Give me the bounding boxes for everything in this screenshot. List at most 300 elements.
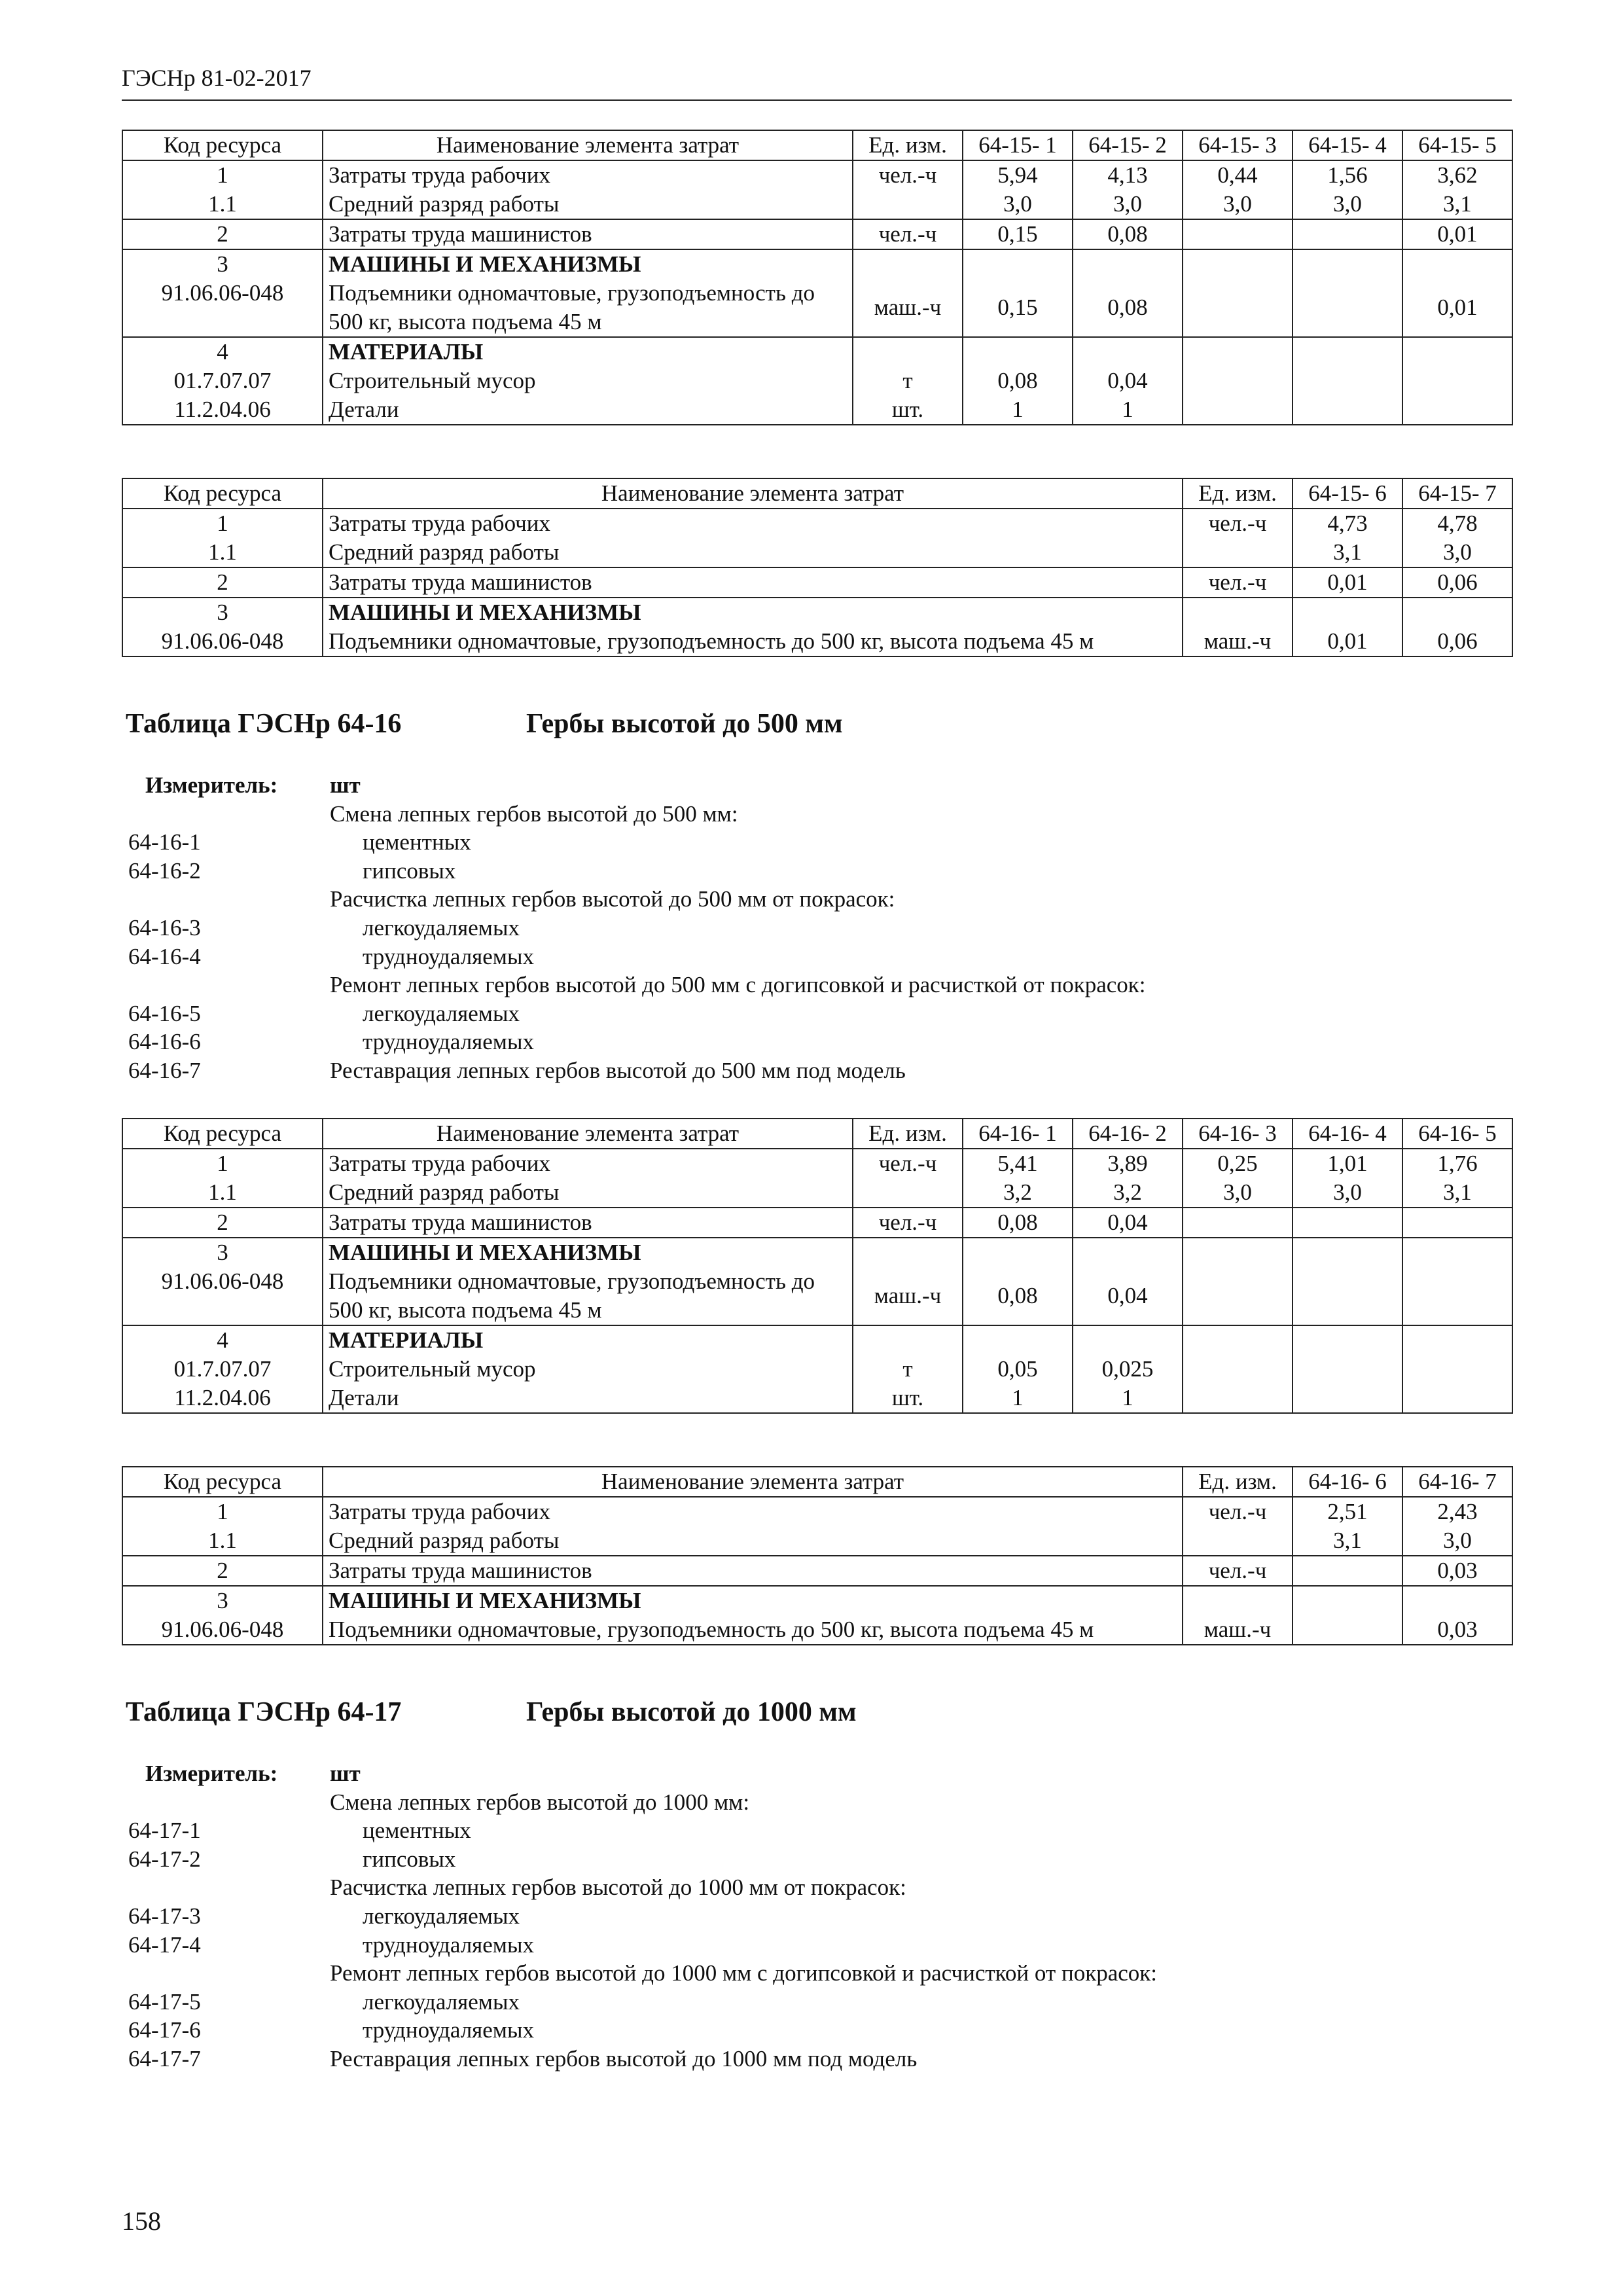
norm-value [1408,1208,1507,1237]
value-cell [1293,160,1402,219]
resource-code: 91.06.06-048 [161,1268,284,1294]
value-cell [1183,1208,1293,1238]
cost-element-name-cell [323,567,1183,598]
unit-of-measure [859,1326,957,1355]
work-item-text: трудноудаляемых [363,1029,534,1055]
work-item-row [126,1845,1500,1874]
work-item-row [126,1816,1500,1845]
work-item-code: 64-17-1 [128,1818,201,1844]
norm-value [1079,338,1177,367]
norm-value: 0,01 [1437,295,1478,320]
work-item-code: 64-16-1 [128,829,201,855]
cost-element-name: Затраты труда рабочих [329,162,550,188]
norm-value [1298,1384,1397,1412]
column-header: 64-15- 2 [1073,130,1183,160]
resource-code: 2 [217,1210,228,1235]
resource-code: 1.1 [208,1179,237,1205]
unit-cell [853,1149,963,1208]
norm-value: 0,15 [997,295,1038,320]
value-cell [1402,509,1512,567]
work-item-text: легкоудаляемых [363,1988,520,2015]
work-item-row [126,1056,1500,1085]
value-cell [1293,1586,1402,1645]
norm-value: 3,1 [1443,191,1472,217]
value-cell [1293,337,1402,425]
norm-value [1188,367,1287,395]
resource-table-64-15-part1 [122,130,1513,425]
unit-cell [1183,567,1293,598]
cost-element-name: МАТЕРИАЛЫ [329,1327,484,1353]
column-header: 64-16- 7 [1402,1467,1512,1497]
column-header: 64-16- 5 [1402,1119,1512,1149]
norm-value: 4,73 [1327,511,1368,536]
cost-element-name: Детали [329,397,399,422]
norm-value: 0,03 [1437,1617,1478,1642]
norm-value: 2,51 [1327,1499,1368,1524]
cost-element-name: Средний разряд работы [329,1179,560,1205]
unit-of-measure: чел.-ч [1208,1558,1267,1583]
work-item-code: 64-17-4 [128,1931,201,1958]
norm-value: 3,0 [1333,1179,1362,1205]
norm-value: 0,025 [1101,1356,1154,1382]
work-item-text: гипсовых [363,1846,456,1872]
resource-code-cell [122,598,323,656]
cost-element-name-cell [323,249,853,337]
meter-block-64-17 [126,1759,1500,2073]
value-cell [1402,1586,1512,1645]
value-cell [1402,337,1512,425]
resource-code: 1.1 [208,539,237,565]
value-cell [1073,337,1183,425]
norm-value [1188,1282,1287,1310]
resource-code-cell [122,337,323,425]
norm-value: 3,1 [1333,539,1362,565]
column-header: Ед. изм. [853,1119,963,1149]
cost-element-name: Затраты труда машинистов [329,1558,592,1583]
norm-value: 0,15 [997,221,1038,247]
norm-value [1298,220,1397,249]
norm-value [1298,367,1397,395]
value-cell [1183,1325,1293,1413]
work-item-row [126,885,1500,914]
table-title-64-16 [126,708,843,740]
norm-value: 3,2 [1003,1179,1032,1205]
norm-value: 0,01 [1327,628,1368,654]
work-item-text: гипсовых [363,857,456,884]
norm-value [1298,1282,1397,1310]
value-cell [1073,249,1183,337]
work-item-text: Ремонт лепных гербов высотой до 500 мм с догипсовкой и расчисткой от покрасок: [330,972,1146,998]
value-cell [1293,598,1402,656]
table-row [122,509,1512,567]
unit-cell [1183,509,1293,567]
cost-element-name: Подъемники одномачтовые, грузоподъемность до 500 кг, высота подъема 45 м [329,1268,815,1323]
column-header: 64-16- 2 [1073,1119,1183,1149]
unit-of-measure: чел.-ч [878,1151,937,1176]
norm-value [1298,1326,1397,1355]
norm-value: 3,0 [1443,1528,1472,1553]
value-cell [1402,249,1512,337]
cost-element-name-cell [323,160,853,219]
value-cell [1183,1149,1293,1208]
work-item-row [126,942,1500,971]
unit-of-measure: чел.-ч [878,162,937,188]
resource-code: 91.06.06-048 [161,1617,284,1642]
unit-of-measure: маш.-ч [1204,628,1272,654]
work-item-text: легкоудаляемых [363,1000,520,1026]
resource-code-cell [122,1556,323,1586]
norm-value [1188,1208,1287,1237]
norm-value: 3,0 [1333,191,1362,217]
value-cell [1293,1149,1402,1208]
column-header: Наименование элемента затрат [323,478,1183,509]
meter-block-64-16 [126,771,1500,1085]
value-cell [963,337,1073,425]
unit-cell [853,1208,963,1238]
norm-value [1079,1326,1177,1355]
column-header: 64-16- 6 [1293,1467,1402,1497]
cost-element-name: МАШИНЫ И МЕХАНИЗМЫ [329,600,641,625]
work-item-row [126,828,1500,857]
header-row [122,130,1512,160]
norm-value: 3,1 [1443,1179,1472,1205]
norm-value [1188,220,1287,249]
cost-element-name-cell [323,337,853,425]
value-cell [1183,160,1293,219]
value-cell [1183,337,1293,425]
work-item-text: трудноудаляемых [363,943,534,969]
work-item-code: 64-16-3 [128,914,201,941]
resource-code: 3 [217,251,228,277]
unit-of-measure: маш.-ч [1204,1617,1272,1642]
resource-code-cell [122,1238,323,1325]
norm-value: 3,1 [1333,1528,1362,1553]
resource-code-cell [122,249,323,337]
resource-code: 1 [217,1499,228,1524]
unit-of-measure: шт. [891,397,924,422]
unit-of-measure: чел.-ч [1208,1499,1267,1524]
value-cell [1073,1238,1183,1325]
cost-element-name-cell [323,598,1183,656]
resource-code: 3 [217,1588,228,1613]
cost-element-name: Затраты труда машинистов [329,221,592,247]
cost-element-name: Затраты труда рабочих [329,1499,550,1524]
column-header: 64-15- 4 [1293,130,1402,160]
unit-cell [853,219,963,249]
resource-code: 01.7.07.07 [173,1356,272,1382]
work-item-text: легкоудаляемых [363,1903,520,1929]
cost-element-name-cell [323,1149,853,1208]
norm-value: 0,04 [1107,368,1148,393]
norm-value: 0,06 [1437,569,1478,595]
value-cell [1402,1497,1512,1556]
column-header: Ед. изм. [1183,478,1293,509]
column-header: 64-15- 5 [1402,130,1512,160]
resource-code-cell [122,1149,323,1208]
header-rule [122,99,1512,101]
table-number: Таблица ГЭСНр 64-16 [126,709,402,739]
table-row [122,1208,1512,1238]
work-item-text: трудноудаляемых [363,2017,534,2043]
work-item-code: 64-16-2 [128,857,201,884]
norm-value: 1,76 [1437,1151,1478,1176]
unit-of-measure: чел.-ч [1208,569,1267,595]
work-item-code: 64-17-6 [128,2017,201,2043]
norm-value [1408,1384,1507,1412]
work-item-row [126,1959,1500,1988]
column-header: 64-16- 4 [1293,1119,1402,1149]
norm-value [969,338,1067,367]
cost-element-name: МАШИНЫ И МЕХАНИЗМЫ [329,251,641,277]
unit-of-measure: шт. [891,1385,924,1410]
resource-code: 1.1 [208,191,237,217]
norm-value: 1 [1122,397,1133,422]
norm-value [1188,1384,1287,1412]
cost-element-name-cell [323,1238,853,1325]
value-cell [1402,1325,1512,1413]
value-cell [1073,160,1183,219]
resource-code-cell [122,160,323,219]
norm-value: 0,01 [1327,569,1368,595]
unit-cell [853,1238,963,1325]
norm-value: 0,25 [1217,1151,1258,1176]
unit-cell [853,1325,963,1413]
norm-value [1298,395,1397,424]
table-row [122,1325,1512,1413]
value-cell [1402,1208,1512,1238]
cost-element-name: Подъемники одномачтовые, грузоподъемность до 500 кг, высота подъема 45 м [329,628,1094,654]
resource-code: 11.2.04.06 [174,397,271,422]
resource-code-cell [122,219,323,249]
cost-element-name-cell [323,1556,1183,1586]
cost-element-name: Средний разряд работы [329,1528,560,1553]
cost-element-name-cell [323,509,1183,567]
work-item-code: 64-16-6 [128,1029,201,1055]
work-item-code: 64-17-2 [128,1846,201,1872]
work-item-row [126,971,1500,999]
resource-code: 91.06.06-048 [161,628,284,654]
norm-value [1188,338,1287,367]
unit-of-measure: маш.-ч [874,295,942,320]
column-header: Наименование элемента затрат [323,1467,1183,1497]
resource-code: 11.2.04.06 [174,1385,271,1410]
meter-label: Измеритель: [145,772,278,798]
column-header: 64-15- 6 [1293,478,1402,509]
norm-value: 0,06 [1437,628,1478,654]
header-row [122,1119,1512,1149]
work-item-text: Реставрация лепных гербов высотой до 500 мм под модель [330,1057,906,1083]
norm-value: 0,08 [1107,221,1148,247]
document-header: ГЭСНр 81-02-2017 [122,65,312,91]
norm-value [1298,1208,1397,1237]
meter-unit: шт [330,772,361,798]
norm-value: 0,44 [1217,162,1258,188]
column-header: 64-16- 1 [963,1119,1073,1149]
table-row [122,160,1512,219]
norm-value [1298,1355,1397,1384]
cost-element-name: Строительный мусор [329,1356,536,1382]
meter-unit: шт [330,1761,361,1786]
work-item-row [126,1988,1500,2017]
work-item-row [126,2016,1500,2045]
resource-code: 1 [217,162,228,188]
cost-element-name-cell [323,1586,1183,1645]
column-header: Код ресурса [122,1467,323,1497]
norm-value: 3,0 [1443,539,1472,565]
table-row [122,219,1512,249]
table-row [122,1497,1512,1556]
table-name: Гербы высотой до 500 мм [526,709,843,739]
norm-value [1188,1355,1287,1384]
resource-code: 2 [217,569,228,595]
norm-value: 1 [1012,1385,1024,1410]
resource-code: 4 [217,1327,228,1353]
value-cell [963,1325,1073,1413]
unit-cell [853,249,963,337]
value-cell [1402,219,1512,249]
value-cell [1183,1238,1293,1325]
value-cell [1293,509,1402,567]
value-cell [1073,1149,1183,1208]
unit-of-measure [1188,1526,1287,1555]
cost-element-name: Затраты труда рабочих [329,1151,550,1176]
norm-value [1408,338,1507,367]
norm-value: 1,01 [1327,1151,1368,1176]
cost-element-name: Средний разряд работы [329,539,560,565]
value-cell [1073,1208,1183,1238]
table-row [122,1238,1512,1325]
value-cell [1183,249,1293,337]
norm-value: 3,0 [1223,1179,1252,1205]
value-cell [1183,219,1293,249]
column-header: Код ресурса [122,1119,323,1149]
norm-value: 1 [1012,397,1024,422]
work-item-text: цементных [363,829,471,855]
work-item-code: 64-17-7 [128,2045,201,2072]
table-row [122,249,1512,337]
value-cell [963,249,1073,337]
value-cell [963,219,1073,249]
resource-code-cell [122,567,323,598]
cost-element-name: Строительный мусор [329,368,536,393]
norm-value: 0,08 [997,368,1038,393]
norm-value: 3,0 [1223,191,1252,217]
norm-value [1298,1556,1397,1585]
unit-of-measure: чел.-ч [878,1210,937,1235]
column-header: 64-16- 3 [1183,1119,1293,1149]
unit-cell [1183,598,1293,656]
header-row [122,1467,1512,1497]
value-cell [1402,1556,1512,1586]
value-cell [963,1238,1073,1325]
norm-value: 3,0 [1003,191,1032,217]
norm-value [969,1326,1067,1355]
norm-value: 0,08 [997,1210,1038,1235]
value-cell [1402,1149,1512,1208]
norm-value: 0,04 [1107,1283,1148,1308]
value-cell [1293,219,1402,249]
resource-code: 1 [217,1151,228,1176]
work-item-text: Ремонт лепных гербов высотой до 1000 мм с догипсовкой и расчисткой от покрасок: [330,1960,1157,1986]
norm-value: 1,56 [1327,162,1368,188]
resource-code: 01.7.07.07 [173,368,272,393]
norm-value: 3,89 [1107,1151,1148,1176]
work-item-text: трудноудаляемых [363,1931,534,1958]
work-item-text: легкоудаляемых [363,914,520,941]
value-cell [963,1149,1073,1208]
resource-table-64-16-part1 [122,1118,1513,1414]
work-item-code: 64-17-5 [128,1988,201,2015]
work-item-row [126,857,1500,886]
unit-cell [1183,1556,1293,1586]
resource-code: 1 [217,511,228,536]
column-header: Код ресурса [122,478,323,509]
norm-value [1188,1326,1287,1355]
cost-element-name: Затраты труда машинистов [329,1210,592,1235]
page-number: 158 [122,2206,161,2236]
work-item-row [126,1931,1500,1960]
unit-cell [1183,1497,1293,1556]
resource-table-64-16-part2 [122,1466,1513,1645]
resource-code: 2 [217,221,228,247]
norm-value [1298,293,1397,322]
unit-of-measure [859,338,957,367]
norm-value: 0,08 [997,1283,1038,1308]
table-name: Гербы высотой до 1000 мм [526,1697,857,1727]
norm-value [1298,338,1397,367]
norm-value: 0,01 [1437,221,1478,247]
cost-element-name: Подъемники одномачтовые, грузоподъемность до 500 кг, высота подъема 45 м [329,1617,1094,1642]
norm-value: 1 [1122,1385,1133,1410]
work-item-text: Реставрация лепных гербов высотой до 1000 мм под модель [330,2045,918,2072]
norm-value [1408,1282,1507,1310]
norm-value [1188,395,1287,424]
cost-element-name-cell [323,219,853,249]
table-title-64-17 [126,1696,857,1728]
meter-label: Измеритель: [145,1761,278,1786]
work-item-code: 64-17-3 [128,1903,201,1929]
work-item-text: Смена лепных гербов высотой до 500 мм: [330,800,738,827]
norm-value: 3,2 [1113,1179,1142,1205]
cost-element-name: Затраты труда машинистов [329,569,592,595]
resource-code: 3 [217,1240,228,1265]
resource-code: 3 [217,600,228,625]
norm-value: 4,13 [1107,162,1148,188]
column-header: Наименование элемента затрат [323,130,853,160]
norm-value: 5,41 [997,1151,1038,1176]
unit-of-measure [1188,538,1287,567]
value-cell [1402,598,1512,656]
work-item-code: 64-16-5 [128,1000,201,1026]
cost-element-name: МАТЕРИАЛЫ [329,339,484,365]
work-item-row [126,914,1500,942]
work-item-code: 64-16-4 [128,943,201,969]
value-cell [1402,160,1512,219]
work-item-row [126,1902,1500,1931]
work-item-text: Расчистка лепных гербов высотой до 1000 мм от покрасок: [330,1874,906,1901]
norm-value: 0,08 [1107,295,1148,320]
norm-value: 5,94 [997,162,1038,188]
column-header: 64-15- 7 [1402,478,1512,509]
column-header: 64-15- 1 [963,130,1073,160]
norm-value: 4,78 [1437,511,1478,536]
value-cell [1293,1208,1402,1238]
resource-code-cell [122,1208,323,1238]
table-row [122,1556,1512,1586]
unit-of-measure [859,1178,957,1207]
cost-element-name: МАШИНЫ И МЕХАНИЗМЫ [329,1588,641,1613]
value-cell [1293,1556,1402,1586]
